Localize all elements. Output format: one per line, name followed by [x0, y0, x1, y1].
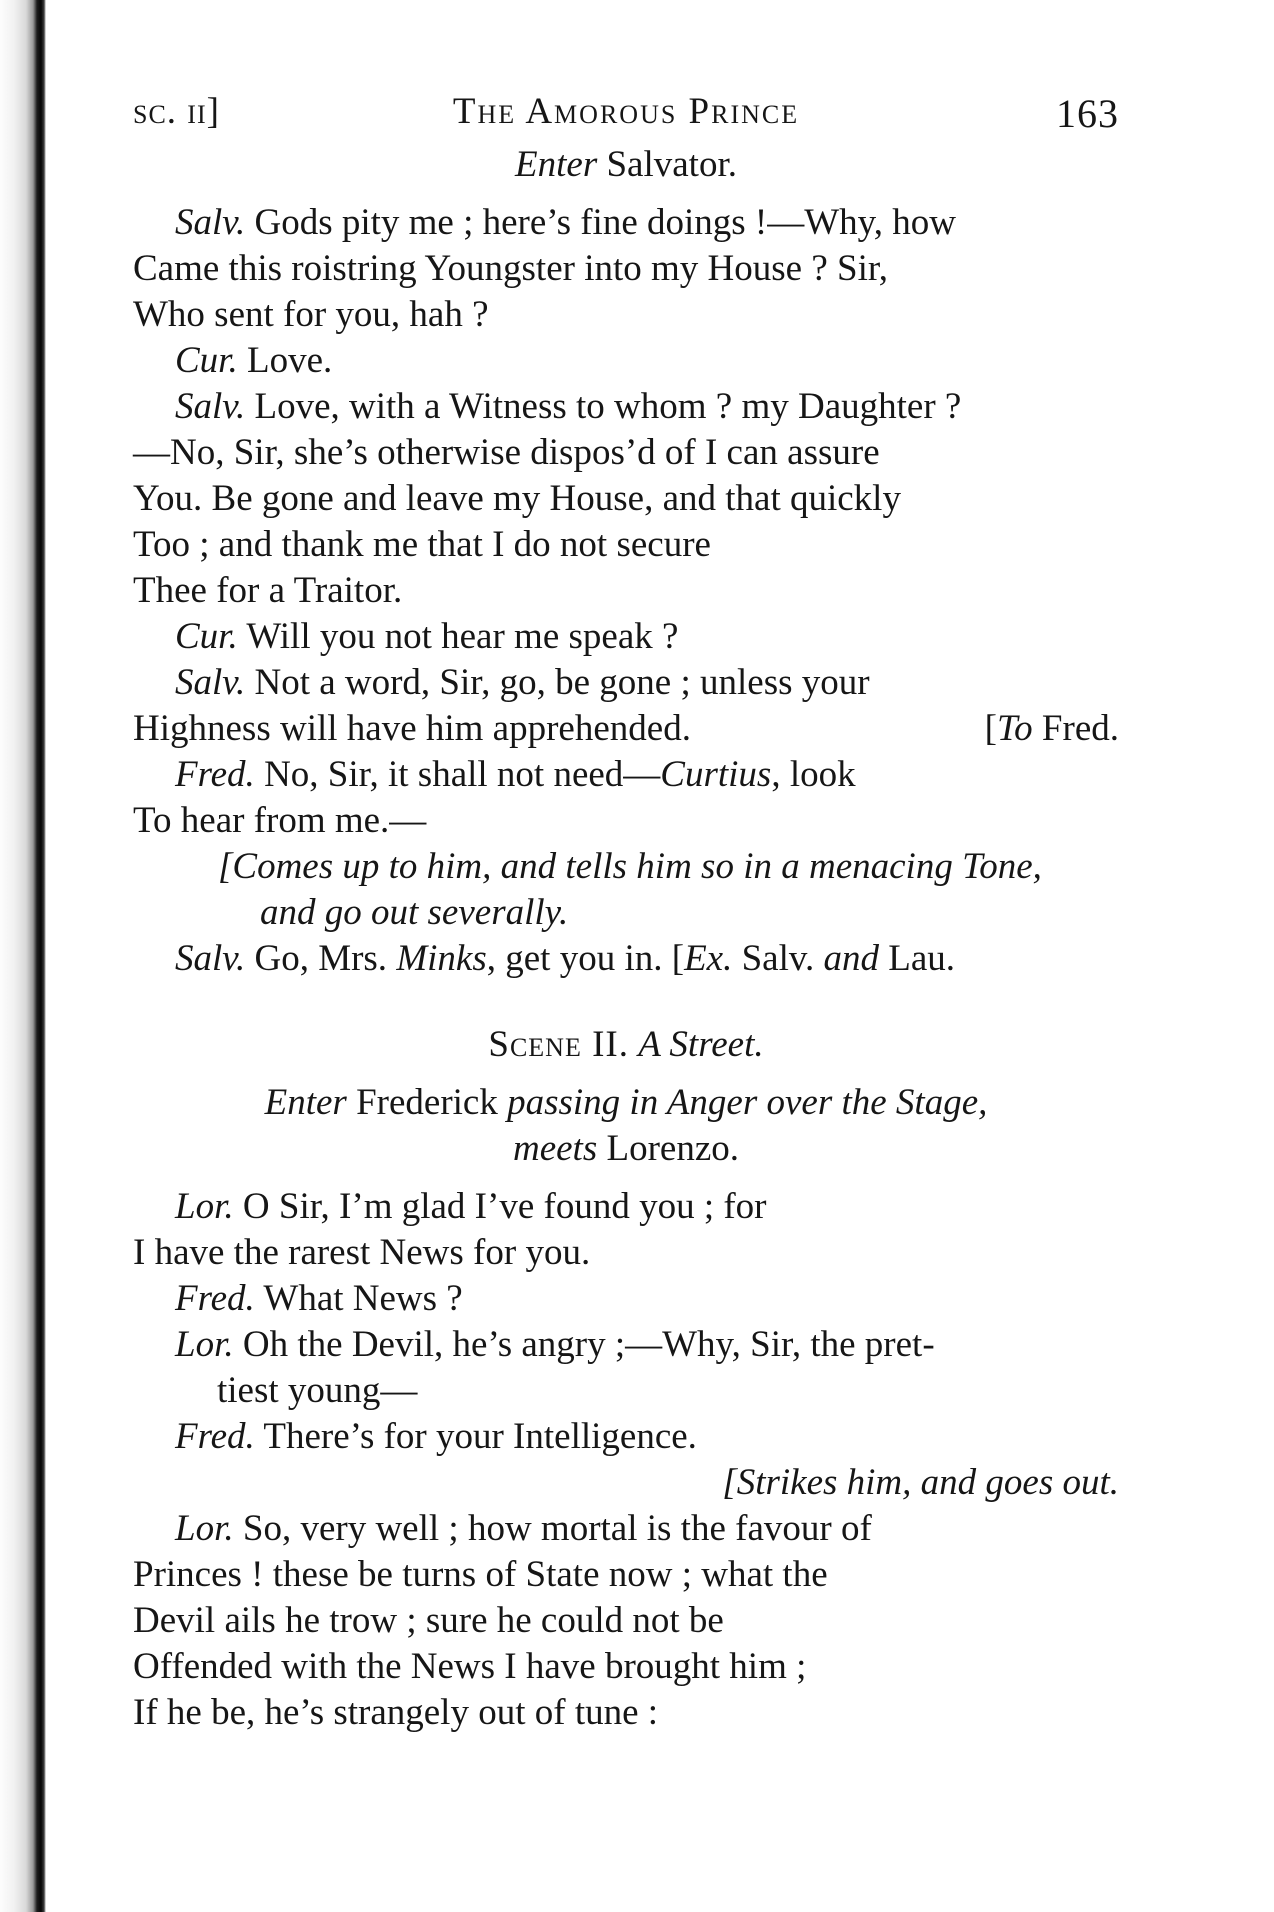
speech-line: Salv. Not a word, Sir, go, be gone ; unless your — [175, 662, 870, 703]
speech-line: Fred. No, Sir, it shall not need—Curtius, look — [175, 754, 856, 795]
speech-line: Thee for a Traitor. — [133, 570, 403, 611]
speech-line: Fred. What News ? — [175, 1278, 463, 1319]
speaker-name: Salv. — [175, 662, 246, 703]
speech-line: Offended with the News I have brought him ; — [133, 1646, 807, 1687]
speaker-name: Lor. — [175, 1508, 234, 1549]
stage-direction: meets Lorenzo. — [512, 1128, 740, 1169]
speech-line: Came this roistring Youngster into my House ? Sir, — [133, 248, 888, 289]
speaker-name: Salv. — [175, 938, 246, 979]
speech-line: Cur. Love. — [175, 340, 333, 381]
aside-direction: [To Fred. — [984, 708, 1119, 749]
speaker-name: Salv. — [175, 386, 246, 427]
speech-line: I have the rarest News for you. — [133, 1232, 591, 1273]
speaker-name: Lor. — [175, 1324, 234, 1365]
speech-line: —No, Sir, she’s otherwise dispos’d of I can assure — [133, 432, 880, 473]
speech-line: Devil ails he trow ; sure he could not be — [133, 1600, 724, 1641]
speaker-name: Lor. — [175, 1186, 234, 1227]
stage-direction: and go out severally. — [260, 892, 569, 933]
speech-line: Lor. Oh the Devil, he’s angry ;—Why, Sir, the pret- — [175, 1324, 935, 1365]
speech-line: Who sent for you, hah ? — [133, 294, 489, 335]
speech-line: Salv. Love, with a Witness to whom ? my Daughter ? — [175, 386, 962, 427]
running-head — [133, 90, 1119, 142]
speech-line: If he be, he’s strangely out of tune : — [133, 1692, 659, 1733]
book-title: The Amorous Prince — [452, 91, 800, 132]
stage-direction: [Comes up to him, and tells him so in a menacing Tone, — [218, 846, 1042, 887]
stage-direction: [Strikes him, and goes out. — [722, 1462, 1119, 1503]
speech-line: Lor. So, very well ; how mortal is the favour of — [175, 1508, 872, 1549]
speech-line: Salv. Gods pity me ; here’s fine doings !—Why, how — [175, 202, 956, 243]
speech-line: Too ; and thank me that I do not secure — [133, 524, 711, 565]
speech-line: tiest young— — [217, 1370, 418, 1411]
scene-reference: sc. ii] — [133, 91, 220, 132]
binding-edge-shadow — [0, 0, 46, 1912]
speech-line: You. Be gone and leave my House, and that quickly — [133, 478, 901, 519]
speaker-name: Salv. — [175, 202, 246, 243]
page-number: 163 — [1056, 91, 1119, 136]
stage-direction-enter-salvator: Enter Salvator. — [515, 144, 737, 185]
speech-line: Fred. There’s for your Intelligence. — [175, 1416, 697, 1457]
speech-line: Highness will have him apprehended. [To Fred. — [133, 706, 1119, 752]
stage-direction: Enter Frederick passing in Anger over the Stage, — [264, 1082, 988, 1123]
speech-line: Lor. O Sir, I’m glad I’ve found you ; for — [175, 1186, 767, 1227]
speech-line: Cur. Will you not hear me speak ? — [175, 616, 679, 657]
speech-line: To hear from me.— — [133, 800, 427, 841]
speaker-name: Fred. — [175, 1278, 255, 1319]
speaker-name: Fred. — [175, 1416, 255, 1457]
speaker-name: Fred. — [175, 754, 255, 795]
speech-line: Salv. Go, Mrs. Minks, get you in. [Ex. Salv. and Lau. — [175, 938, 956, 979]
speech-line: Princes ! these be turns of State now ; what the — [133, 1554, 828, 1595]
speaker-name: Cur. — [175, 616, 238, 657]
book-page — [133, 90, 1119, 1736]
scene-heading: Scene II. A Street. — [488, 1024, 764, 1065]
speaker-name: Cur. — [175, 340, 238, 381]
